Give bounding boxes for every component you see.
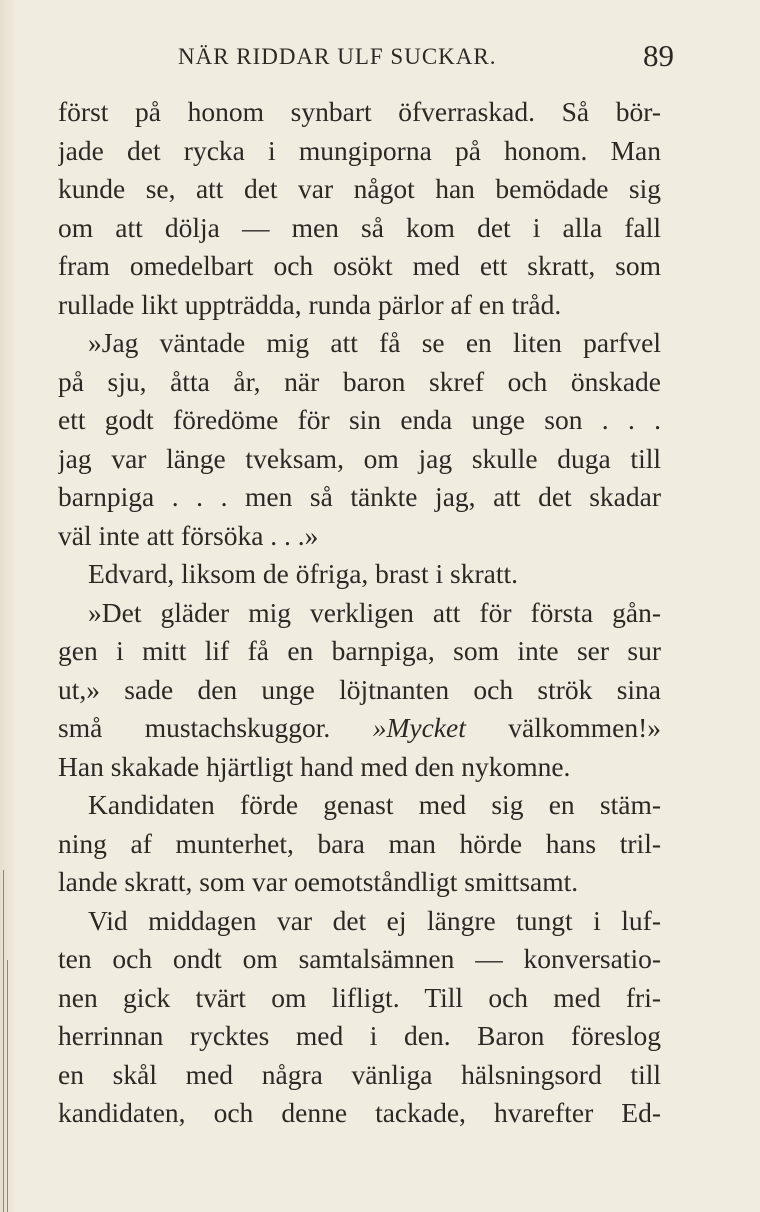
text-line: ten och ondt om samtalsämnen — konversatio- — [58, 943, 661, 974]
running-head: NÄR RIDDAR ULF SUCKAR. — [178, 44, 497, 69]
text-line: Kandidaten förde genast med sig en stäm- — [88, 789, 661, 820]
text-line: kunde se, att det var något han bemödade sig — [58, 173, 661, 204]
text-line: lande skratt, som var oemotståndligt smittsamt. — [58, 866, 579, 897]
page-header — [58, 38, 674, 84]
page-edge-line — [7, 960, 8, 1212]
text-line: herrinnan rycktes med i den. Baron föreslog — [58, 1020, 661, 1051]
text-line: Han skakade hjärtligt hand med den nykomne. — [58, 750, 571, 782]
text-line: en skål med några vänliga hälsningsord till — [58, 1058, 661, 1090]
text-line: fram omedelbart och osökt med ett skratt, som — [58, 250, 661, 281]
text-line: kandidaten, och denne tackade, hvarefter Ed- — [58, 1097, 661, 1128]
text-line: ut,» sade den unge löjtnanten och strök sina — [58, 673, 661, 705]
text-line: om att dölja — men så kom det i alla fall — [58, 211, 661, 243]
text-line: »Jag väntade mig att få se en liten parfvel — [88, 327, 661, 358]
text-line: jag var länge tveksam, om jag skulle duga till — [58, 442, 661, 474]
text-segment: små mustachskuggor. — [58, 712, 331, 743]
text-line — [58, 709, 661, 748]
emphasized-word: »Mycket — [372, 712, 466, 743]
text-line: jade det rycka i mungiporna på honom. Man — [58, 134, 661, 166]
text-line: väl inte att försöka . . .» — [58, 519, 319, 551]
text-line: rullade likt uppträdda, runda pärlor af en tråd. — [58, 288, 562, 320]
body-text — [58, 93, 661, 1133]
text-line: Vid middagen var det ej längre tungt i luf- — [88, 904, 661, 936]
page-number: 89 — [643, 38, 674, 73]
text-line: ning af munterhet, bara man hörde hans tril- — [58, 827, 661, 859]
text-line: barnpiga . . . men så tänkte jag, att det skadar — [58, 481, 661, 512]
text-line: »Det gläder mig verkligen att för första gån- — [88, 596, 661, 628]
text-segment: välkommen!» — [508, 712, 661, 743]
text-line: först på honom synbart öfverraskad. Så bör- — [58, 96, 661, 127]
text-line: Edvard, liksom de öfriga, brast i skratt. — [88, 558, 518, 589]
page-edge-line — [3, 870, 4, 1212]
text-line: nen gick tvärt om lifligt. Till och med fri- — [58, 981, 661, 1013]
text-line: på sju, åtta år, när baron skref och önskade — [58, 365, 661, 397]
text-line: gen i mitt lif få en barnpiga, som inte ser sur — [58, 635, 661, 666]
text-line: ett godt föredöme för sin enda unge son . . . — [58, 404, 661, 435]
